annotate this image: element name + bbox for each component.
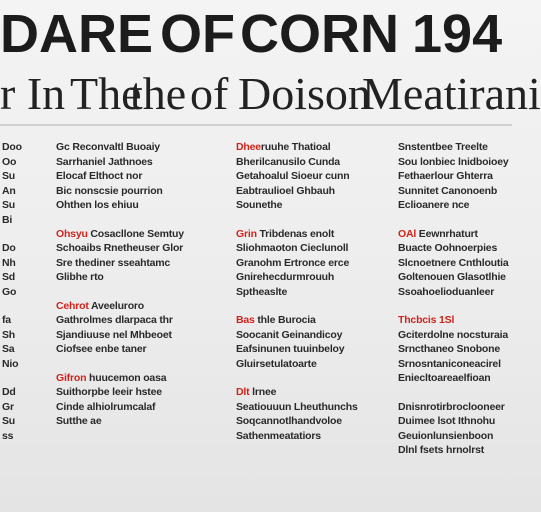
article-block	[2, 385, 32, 443]
article-line: Doo	[2, 141, 22, 153]
article-line: Grin Tribdenas enolt	[236, 227, 335, 240]
article-line: Su	[2, 199, 16, 211]
article-line: ss	[2, 429, 14, 442]
article-line: Su	[2, 170, 16, 182]
headline-word-4: 194	[412, 4, 503, 64]
article-block	[56, 140, 216, 213]
article-line: Bas thle Burocia	[236, 314, 316, 326]
article-line: Sa	[2, 343, 15, 355]
subhead-word-1: r In	[0, 68, 66, 119]
article-line: Bi	[2, 213, 13, 226]
article-line: Nh	[2, 256, 16, 269]
article-line: Sarrhaniel Jathnoes	[56, 155, 153, 168]
article-block	[398, 400, 510, 458]
article-line: Dnisnrotirbroclooneer	[398, 400, 505, 413]
article-block	[398, 313, 510, 386]
article-block	[2, 313, 32, 371]
article-block	[236, 385, 382, 443]
article-line: Elocaf Elthoct nor	[56, 170, 143, 182]
article-block	[236, 140, 382, 213]
article-line: Eniecltoareaelfioan	[398, 372, 491, 384]
subheadline	[0, 68, 541, 120]
article-line: Granohm Ertronce erce	[236, 256, 350, 269]
article-line: Gifron huucemon oasa	[56, 371, 167, 384]
article-line: Sunnitet Canonoenb	[398, 184, 498, 197]
article-line: Ciofsee enbe taner	[56, 343, 147, 355]
article-line: Dheeruuhe Thatioal	[236, 141, 331, 153]
article-line: Gnirehecdurmrouuh	[236, 271, 335, 283]
article-line: Sou lonbiec lnidboioey	[398, 155, 509, 168]
article-line: Sathenmeatatiors	[236, 429, 321, 442]
article-line: Schoaibs Rnetheuser Glor	[56, 242, 184, 254]
article-line: Gc Reconvaltl Buoaiy	[56, 141, 160, 153]
red-lead-word: Dlt	[236, 386, 250, 398]
red-lead-word: Ohsyu	[56, 227, 88, 240]
article-line: Seatiouuun Lheuthunchs	[236, 400, 358, 413]
article-line: Sptheaslte	[236, 285, 288, 298]
article-block	[56, 371, 216, 429]
red-lead-word: Grin	[236, 227, 257, 240]
article-line: Su	[2, 415, 16, 427]
article-line: Do	[2, 242, 16, 254]
red-lead-word: Bas	[236, 314, 255, 326]
headline-word-2: OF	[160, 4, 235, 64]
article-line: Eafsinunen tuuinbeloy	[236, 343, 345, 355]
article-line: Soocanit Geinandicoy	[236, 328, 343, 341]
article-line: Fethaerlour Ghterra	[398, 170, 493, 182]
red-lead-word: OAl	[398, 227, 417, 240]
article-line: Cinde alhiolrumcalaf	[56, 400, 156, 413]
article-line: Gluirsetulatoarte	[236, 357, 317, 370]
column-1	[2, 140, 32, 505]
article-line: Sjandiuuse nel Mhbeoet	[56, 328, 172, 341]
article-line: Duimee lsot Ithnohu	[398, 415, 496, 427]
article-line: Nio	[2, 357, 19, 370]
article-block	[2, 241, 32, 299]
article-line: Getahoalul Sioeur cunn	[236, 170, 350, 182]
article-line: Go	[2, 285, 17, 298]
article-line: Srnosntaniconeacirel	[398, 357, 501, 370]
article-block	[236, 313, 382, 371]
article-line: Ohsyu Cosacllone Semtuy	[56, 227, 184, 240]
article-line: Soqcannotlhandvoloe	[236, 415, 342, 427]
column-3	[236, 140, 382, 505]
article-line: Sounethe	[236, 199, 283, 211]
subhead-word-2: The	[70, 68, 142, 119]
subhead-word-6: Meatirani	[362, 68, 541, 119]
article-block	[398, 140, 510, 213]
article-line: Sd	[2, 271, 16, 283]
headline	[0, 0, 512, 72]
subhead-word-3: the	[130, 68, 187, 119]
article-line: Bic nonscsie pourrion	[56, 184, 163, 197]
article-line: Geuionlunsienboon	[398, 429, 494, 442]
article-line: An	[2, 184, 16, 197]
headline-word-3: CORN	[240, 4, 399, 64]
column-2	[56, 140, 216, 505]
red-lead-word: Gifron	[56, 371, 87, 384]
red-lead-word: Dhee	[236, 141, 261, 153]
article-line	[398, 313, 510, 328]
column-4	[398, 140, 510, 505]
article-line: Dd	[2, 386, 16, 398]
article-line: Eabtraulioel Ghbauh	[236, 184, 335, 197]
subhead-word-5: Doison	[238, 68, 371, 119]
article-block	[236, 227, 382, 300]
article-line: Buacte Oohnoerpies	[398, 242, 498, 254]
article-line: Dlnl fsets hrnolrst	[398, 444, 485, 456]
article-block	[56, 227, 216, 285]
article-line: Cehrot Aveeluroro	[56, 299, 145, 312]
article-line: Dlt lrnee	[236, 386, 277, 398]
article-line: Srncthaneo Snobone	[398, 343, 500, 355]
article-line: Bherilcanusilo Cunda	[236, 155, 340, 168]
article-line: OAl Eewnrhaturt	[398, 227, 478, 240]
article-line: fa	[2, 314, 11, 326]
article-line: Gciterdolne nocsturaia	[398, 328, 508, 341]
red-lead-word: Cehrot	[56, 299, 89, 312]
article-line: Eclioanere nce	[398, 199, 470, 211]
article-line: Goltenouen Glasotlhie	[398, 271, 506, 283]
article-block	[56, 299, 216, 357]
article-line: Slcnoetnere Cnthloutia	[398, 256, 509, 269]
article-line: Snstentbee Treelte	[398, 141, 488, 153]
article-line: Gr	[2, 400, 14, 413]
article-line: Sliohmaoton Cieclunoll	[236, 242, 349, 254]
red-lead-word: Thcbcis 1Sl	[398, 314, 455, 326]
article-line: Sutthe ae	[56, 415, 102, 427]
article-line: Gathrolmes dlarpaca thr	[56, 314, 173, 326]
article-line: Ohthen los ehiuu	[56, 199, 139, 211]
subhead-word-4: of	[190, 68, 229, 119]
headline-word-1: DARE	[0, 4, 154, 64]
article-line: Sre thediner sseahtamc	[56, 256, 171, 269]
article-block	[398, 227, 510, 300]
article-line: Ssoahoelioduanleer	[398, 285, 495, 298]
article-line: Glibhe rto	[56, 271, 104, 283]
article-line: Sh	[2, 328, 16, 341]
article-line: Suithorpbe leeir hstee	[56, 386, 162, 398]
article-block	[2, 140, 32, 227]
header-divider	[0, 124, 512, 126]
article-line: Oo	[2, 155, 17, 168]
